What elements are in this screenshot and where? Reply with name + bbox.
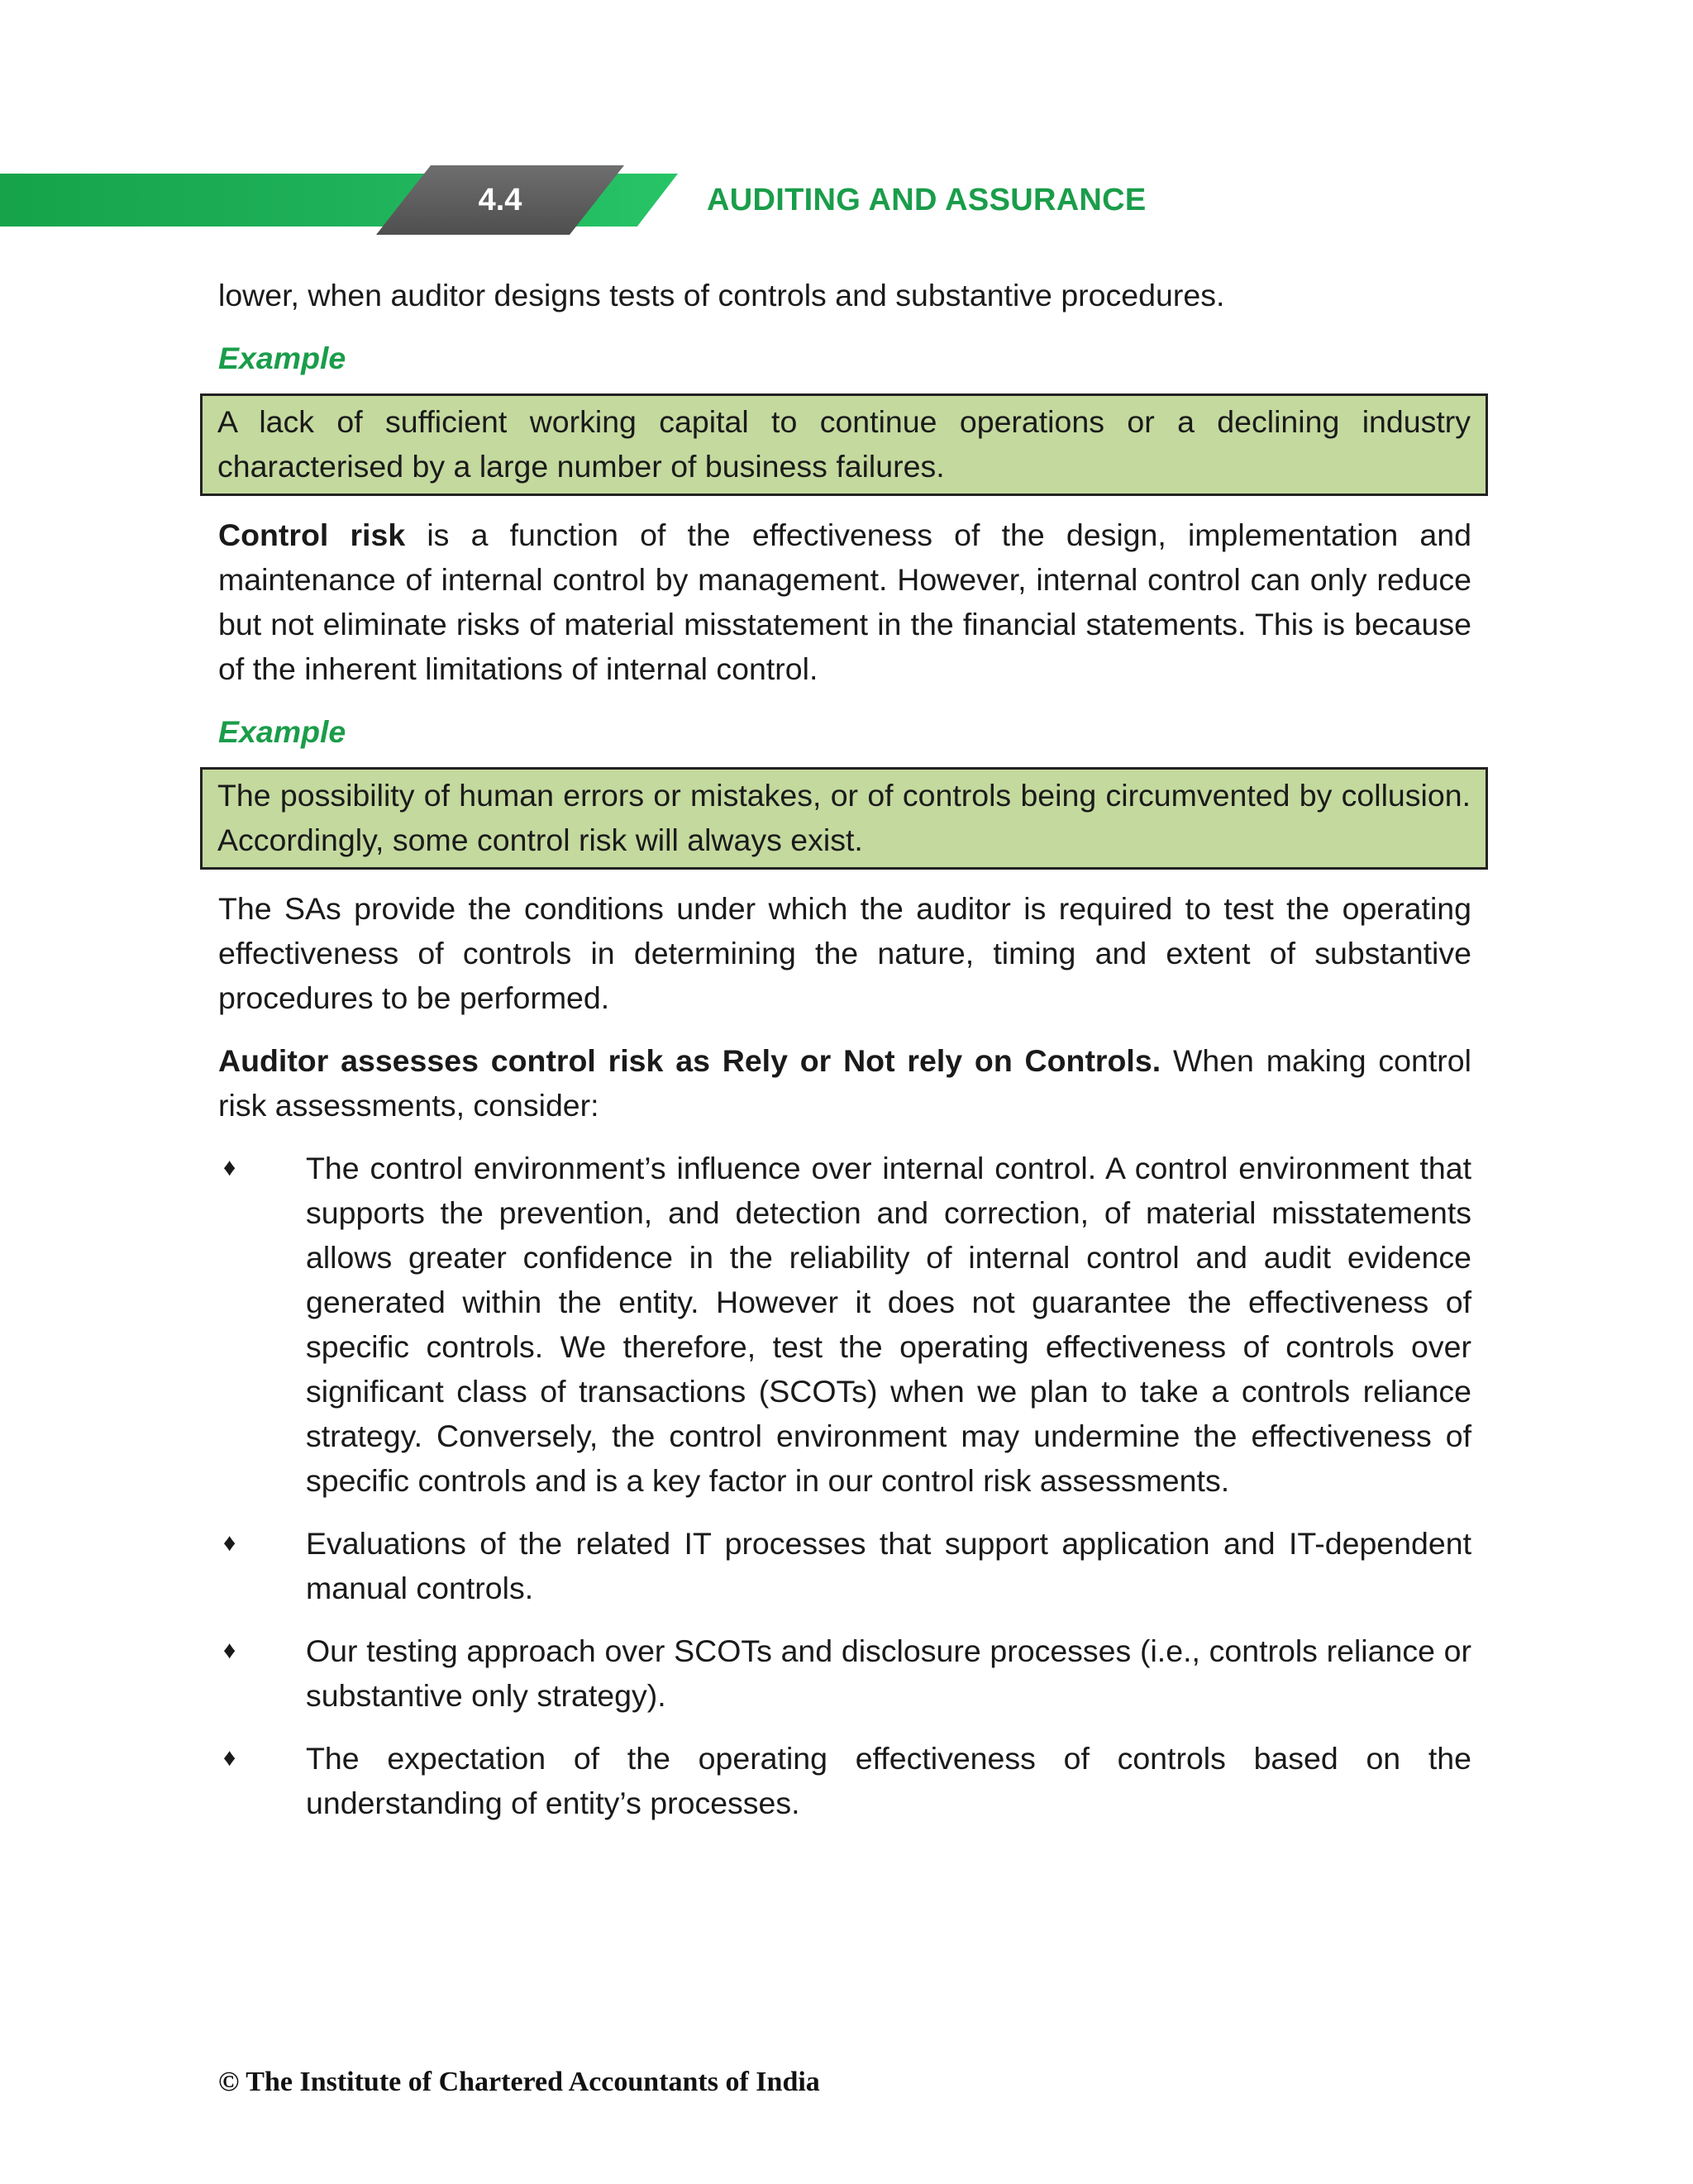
copyright-footer: © The Institute of Chartered Accountants of India — [218, 2067, 820, 2097]
diamond-bullet-icon: ♦ — [223, 1637, 236, 1664]
list-item — [218, 1628, 1471, 1718]
diamond-bullet-icon: ♦ — [223, 1744, 236, 1772]
sas-paragraph: The SAs provide the conditions under which the auditor is required to test the operating effectiveness of controls in determining the nature, timing and extent of substantive procedures to be performed. — [218, 891, 1471, 1015]
example-box-1: A lack of sufficient working capital to continue operations or a declining industry characterised by a large number of business failures. — [200, 393, 1488, 496]
list-item-text: Evaluations of the related IT processes that support application and IT-dependent manual controls. — [306, 1526, 1471, 1605]
page-header — [0, 165, 1693, 240]
list-item — [218, 1736, 1471, 1825]
control-risk-text: is a function of the effectiveness of the design, implementation and maintenance of internal control by management. However, internal control can only reduce but not eliminate risks of material misstatement in the financial statements. This is because of the inherent limitations of internal control. — [218, 517, 1471, 686]
control-risk-paragraph — [218, 513, 1471, 691]
assess-text: When making control risk assessments, consider: — [218, 1043, 1471, 1123]
control-risk-term: Control risk — [218, 517, 406, 552]
assess-bold: Auditor assesses control risk as Rely or Not rely on Controls. — [218, 1043, 1161, 1078]
example-heading-2: Example — [218, 714, 346, 749]
diamond-bullet-icon: ♦ — [223, 1154, 236, 1181]
list-item-text: Our testing approach over SCOTs and disclosure processes (i.e., controls reliance or substantive only strategy). — [306, 1633, 1471, 1713]
list-item — [218, 1146, 1471, 1503]
example-heading-1: Example — [218, 341, 346, 375]
intro-paragraph: lower, when auditor designs tests of controls and substantive procedures. — [218, 278, 1225, 312]
main-content — [218, 273, 1471, 1843]
list-item — [218, 1521, 1471, 1610]
assess-paragraph — [218, 1038, 1471, 1128]
list-item-text: The expectation of the operating effectiveness of controls based on the understanding of entity’s processes. — [306, 1741, 1471, 1820]
example-box-2: The possibility of human errors or mistakes, or of controls being circumvented by collusion. Accordingly, some control risk will always exist. — [200, 767, 1488, 870]
chapter-title: AUDITING AND ASSURANCE — [707, 183, 1147, 217]
diamond-bullet-icon: ♦ — [223, 1529, 236, 1557]
page-number: 4.4 — [478, 183, 522, 217]
list-item-text: The control environment’s influence over internal control. A control environment that supports the prevention, and detection and correction, of material misstatements allows greater confidence in the reliability of internal control and audit evidence generated within the entity. However it does not guarantee the effectiveness of specific controls. We therefore, test the operating effectiveness of controls over significant class of transactions (SCOTs) when we plan to take a controls reliance strategy. Conversely, the control environment may undermine the effectiveness of specific controls and is a key factor in our control risk assessments. — [306, 1151, 1471, 1498]
consider-list — [218, 1146, 1471, 1825]
